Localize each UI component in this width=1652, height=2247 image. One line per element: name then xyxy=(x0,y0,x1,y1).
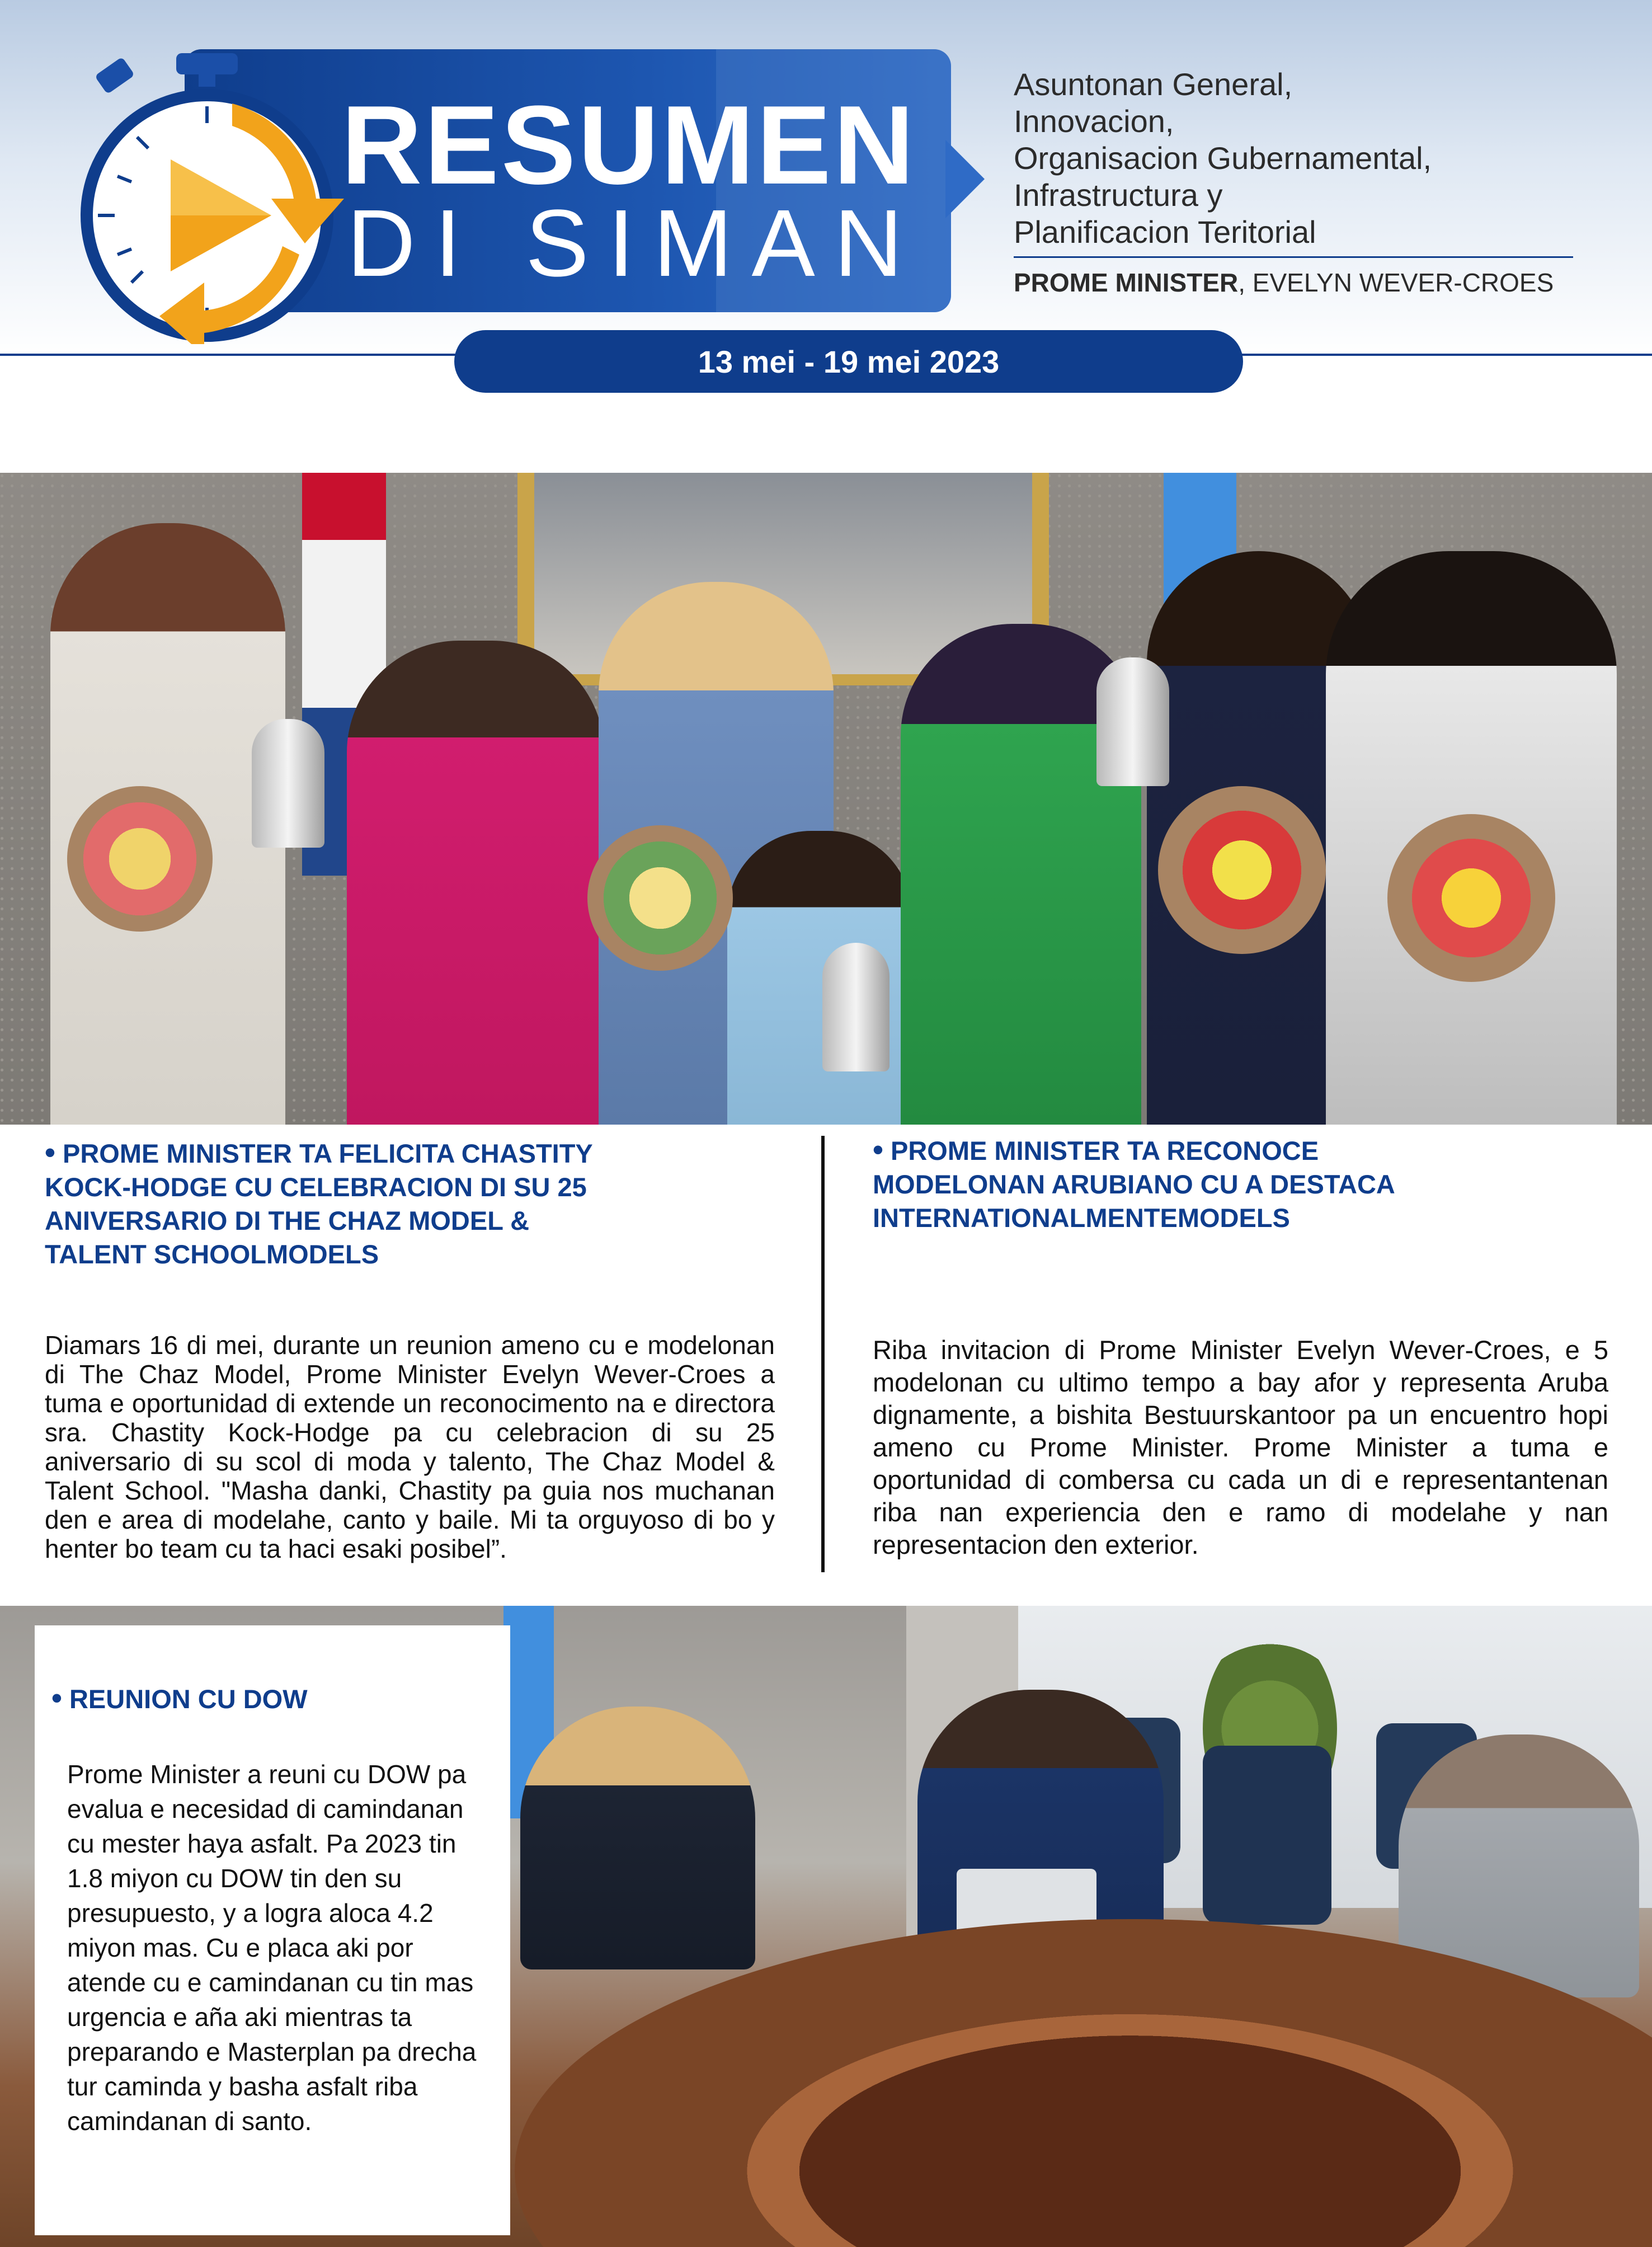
stopwatch-logo-icon xyxy=(64,53,355,344)
minister-name: , EVELYN WEVER-CROES xyxy=(1238,268,1554,297)
article2-headline xyxy=(873,1133,1477,1235)
article2-body: Riba invitacion di Prome Minister Evelyn Wever-Croes, e 5 modelonan cu ultimo tempo a bay afor y representa Aruba dignamente, a bishita Bestuurskantoor pa un encuentro hopi ameno cu Prome Minister. Prome Minister a tuma e oportunidad di combersa cu cada un di e representantenan riba nan experiencia den e ramo di modelahe y nan representacion den exterior. xyxy=(873,1335,1608,1559)
article3-headline-text: REUNION CU DOW xyxy=(69,1684,308,1714)
ministry-line: Infrastructura y xyxy=(1014,177,1223,213)
article1-headline-text: PROME MINISTER TA FELICITA CHASTITY KOCK-HODGE CU CELEBRACION DI SU 25 ANIVERSARIO DI THE CHAZ MODEL & TALENT SCHOOLMODELS xyxy=(45,1139,592,1269)
ministry-line: Asuntonan General, xyxy=(1014,67,1293,102)
ministry-line: Innovacion, xyxy=(1014,104,1174,139)
article3-body: Prome Minister a reuni cu DOW pa evalua e necesidad di camindanan cu mester haya asfalt. Pa 2023 tin 1.8 miyon cu DOW tin den su presupuesto, y a logra aloca 4.2 miyon mas. Cu e placa aki por atende cu e camindanan cu tin mas urgencia e aña aki mientras ta preparando e Masterplan pa drecha tur caminda y basha asfalt riba camindanan di santo. xyxy=(67,1760,477,2136)
article2-headline-text: PROME MINISTER TA RECONOCE MODELONAN ARUBIANO CU A DESTACA INTERNATIONALMENTEMODELS xyxy=(873,1136,1395,1233)
trophy-2 xyxy=(822,943,889,1071)
bouquet-2 xyxy=(587,825,733,971)
logo-arrow-tip xyxy=(945,140,985,218)
flag-netherlands-red xyxy=(302,473,386,540)
photo-models-group xyxy=(0,473,1652,1125)
ministry-portfolio xyxy=(1014,66,1573,251)
ministry-line: Planificacion Teritorial xyxy=(1014,214,1316,250)
column-divider xyxy=(821,1136,825,1572)
article3-headline xyxy=(51,1681,488,1716)
person-2 xyxy=(347,641,604,1125)
logo-title-di-siman: DI SIMAN xyxy=(347,190,922,297)
article3-bullet: • xyxy=(51,1681,62,1715)
trophy-1 xyxy=(252,719,324,848)
date-range-badge: 13 mei - 19 mei 2023 xyxy=(454,330,1243,393)
trophy-3 xyxy=(1096,657,1169,786)
bouquet-4 xyxy=(1387,814,1555,982)
ministry-line: Organisacion Gubernamental, xyxy=(1014,140,1432,176)
bouquet-3 xyxy=(1158,786,1326,954)
minister-credit xyxy=(1014,267,1554,298)
ministry-divider xyxy=(1014,256,1573,258)
article2-bullet: • xyxy=(873,1133,883,1167)
bouquet-1 xyxy=(67,786,213,932)
logo-title-resumen: RESUMEN xyxy=(341,83,917,208)
article1-body: Diamars 16 di mei, durante un reunion ameno cu e modelonan di The Chaz Model, Prome Minister Evelyn Wever-Croes a tuma e oportunidad di extende un reconocimento na e directora sra. Chastity Kock-Hodge pa cu celebracion di su 25 aniversario di su scol di moda y talento, The Chaz Model & Talent School. "Masha danki, Chastity pa guia nos muchanan den e area di modelahe, canto y baile. Mi ta orguyoso di bo y henter bo team cu ta haci esaki posibel”. xyxy=(45,1331,775,1563)
minister-role: PROME MINISTER xyxy=(1014,268,1239,297)
article1-headline xyxy=(45,1136,621,1271)
article1-bullet: • xyxy=(45,1136,55,1169)
meeting-person-prime-minister xyxy=(520,1707,755,1969)
chair-2 xyxy=(1203,1746,1331,1925)
